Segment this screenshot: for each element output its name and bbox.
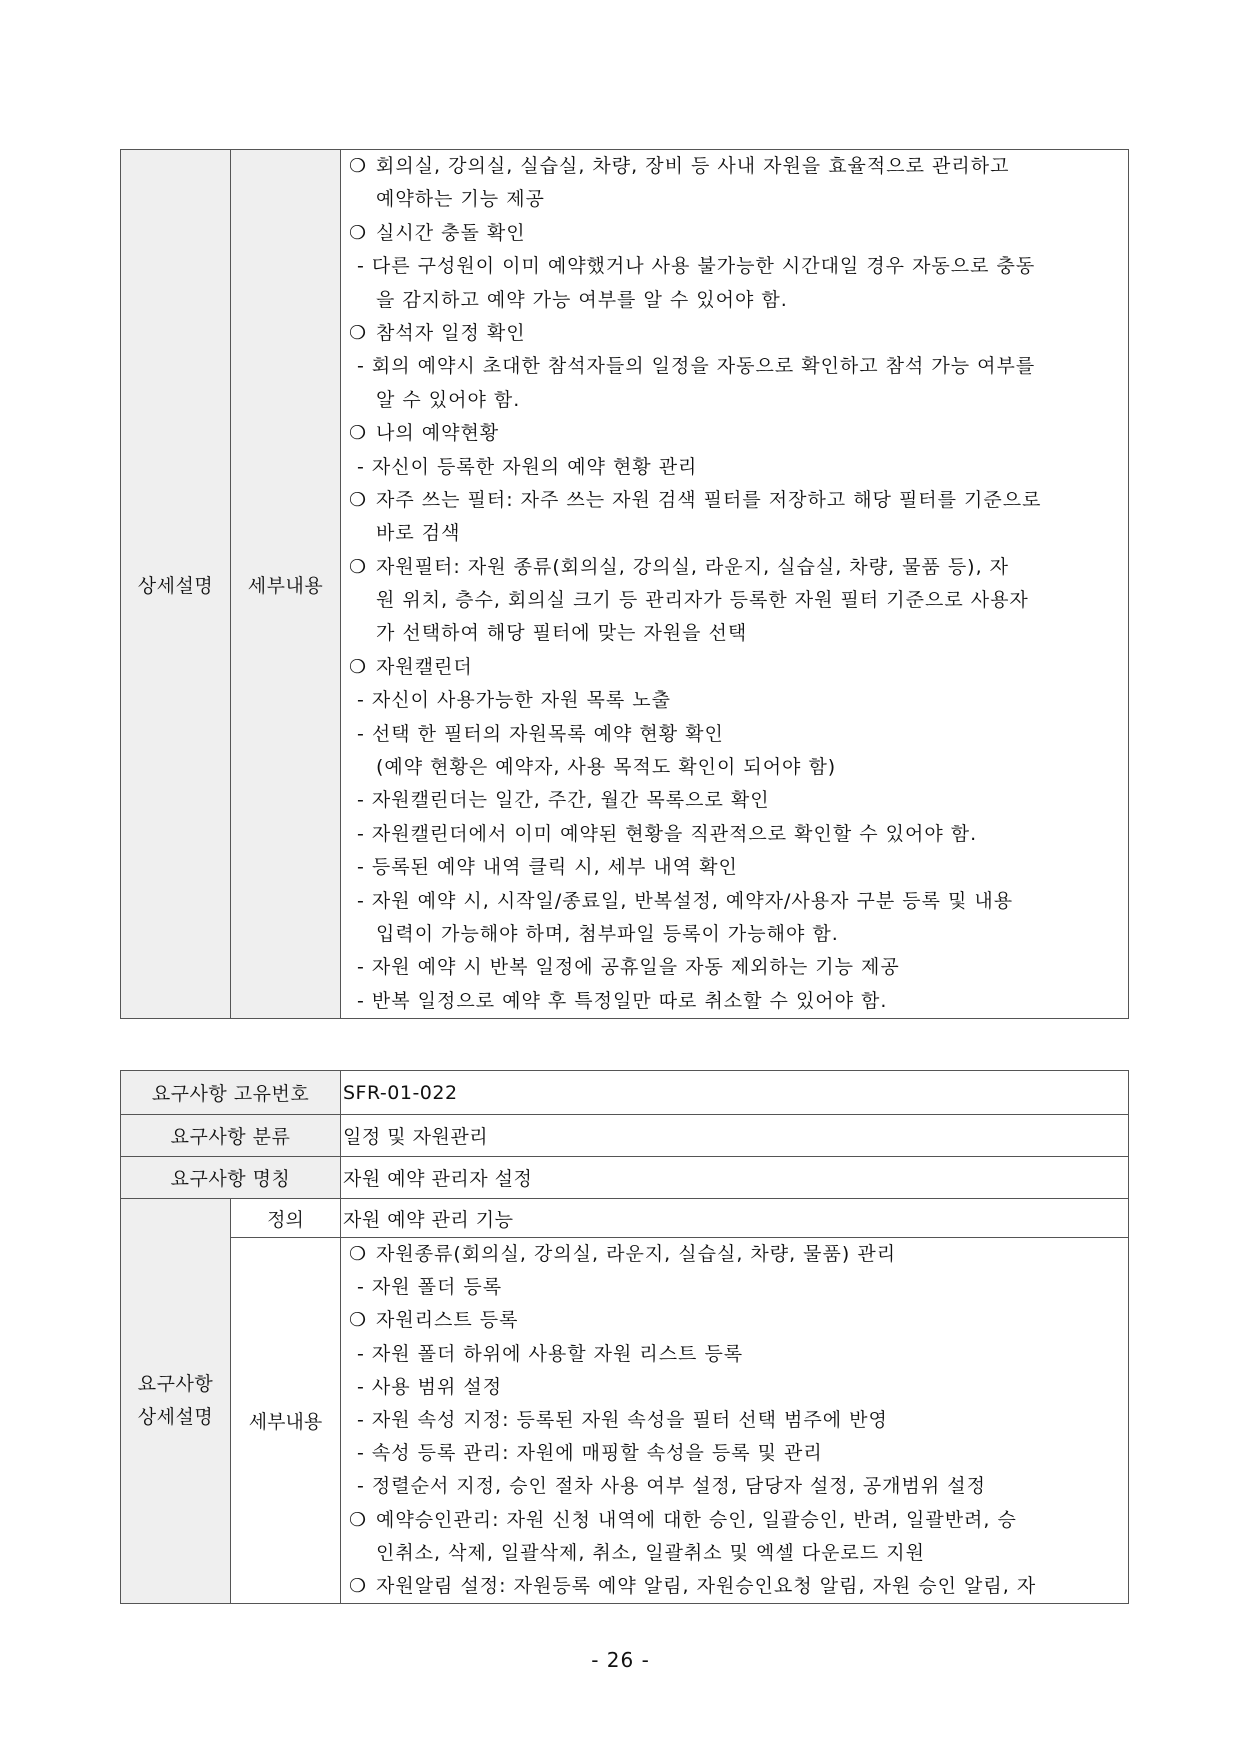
detail-content-cell	[341, 150, 1129, 1019]
line-text: 자원종류(회의실, 강의실, 라운지, 실습실, 차량, 물품) 관리	[376, 1243, 897, 1265]
line-text: (예약 현황은 예약자, 사용 목적도 확인이 되어야 함)	[376, 756, 837, 779]
dash-item	[345, 784, 1125, 817]
line-text: 자주 쓰는 필터: 자주 쓰는 자원 검색 필터를 저장하고 해당 필터를 기준으로	[376, 488, 1042, 511]
sub-content-label-2: 세부내용	[231, 1238, 341, 1604]
bullet-item	[345, 1238, 1125, 1271]
line-text: 회의실, 강의실, 실습실, 차량, 장비 등 사내 자원을 효율적으로 관리하고	[376, 155, 1010, 177]
line-text: - 자원 폴더 등록	[357, 1276, 503, 1299]
bullet-item	[345, 1570, 1125, 1603]
continuation-line	[345, 517, 1125, 550]
line-text: - 자원 속성 지정: 등록된 자원 속성을 필터 선택 범주에 반영	[357, 1408, 888, 1431]
requirement-category-value: 일정 및 자원관리	[341, 1115, 1129, 1157]
line-text: 자원알림 설정: 자원등록 예약 알림, 자원승인요청 알림, 자원 승인 알림, 자	[376, 1574, 1037, 1597]
line-text: - 속성 등록 관리: 자원에 매핑할 속성을 등록 및 관리	[357, 1442, 823, 1465]
line-text: - 다른 구성원이 이미 예약했거나 사용 불가능한 시간대일 경우 자동으로 충동	[357, 255, 1036, 278]
continuation-line	[345, 384, 1125, 417]
dash-item	[345, 1437, 1125, 1470]
line-text: - 자원 예약 시 반복 일정에 공휴일을 자동 제외하는 기능 제공	[357, 956, 900, 979]
dash-item	[345, 451, 1125, 484]
dash-item	[345, 985, 1125, 1018]
circle-bullet-icon: ❍	[349, 1309, 368, 1332]
dash-item	[345, 1338, 1125, 1371]
circle-bullet-icon: ❍	[349, 655, 368, 678]
dash-item	[345, 951, 1125, 984]
dash-item	[345, 1271, 1125, 1304]
line-text: 나의 예약현황	[376, 422, 500, 445]
requirement-table-sfr-01-022	[120, 1070, 1129, 1604]
requirement-detail-label-line2: 상세설명	[137, 1406, 214, 1429]
line-text: 인취소, 삭제, 일괄삭제, 취소, 일괄취소 및 엑셀 다운로드 지원	[376, 1541, 925, 1564]
line-text: - 등록된 예약 내역 클릭 시, 세부 내역 확인	[357, 856, 738, 879]
line-text: - 자신이 사용가능한 자원 목록 노출	[357, 689, 672, 712]
requirement-name-label: 요구사항 명칭	[121, 1157, 341, 1199]
dash-item	[345, 1404, 1125, 1437]
detail-description-label: 상세설명	[121, 150, 231, 1019]
dash-item	[345, 350, 1125, 383]
bullet-item	[345, 651, 1125, 684]
dash-item	[345, 1371, 1125, 1404]
circle-bullet-icon: ❍	[349, 422, 368, 445]
circle-bullet-icon: ❍	[349, 488, 368, 511]
definition-label: 정의	[231, 1199, 341, 1238]
requirement-name-value: 자원 예약 관리자 설정	[341, 1157, 1129, 1199]
continuation-line	[345, 1537, 1125, 1570]
line-text: 예약승인관리: 자원 신청 내역에 대한 승인, 일괄승인, 반려, 일괄반려, 승	[376, 1508, 1017, 1531]
continuation-line	[345, 751, 1125, 784]
requirement-category-label: 요구사항 분류	[121, 1115, 341, 1157]
sub-content-lines	[345, 1238, 1125, 1603]
requirement-id-label: 요구사항 고유번호	[121, 1071, 341, 1115]
dash-item	[345, 250, 1125, 283]
line-text: 바로 검색	[376, 522, 461, 545]
requirement-detail-table-continued	[120, 149, 1129, 1019]
line-text: - 정렬순서 지정, 승인 절차 사용 여부 설정, 담당자 설정, 공개범위 설정	[357, 1475, 986, 1498]
page-number: - 26 -	[591, 1648, 650, 1672]
requirement-detail-label-line1: 요구사항	[137, 1373, 214, 1396]
bullet-item	[345, 417, 1125, 450]
line-text: 참석자 일정 확인	[376, 321, 526, 344]
bullet-item	[345, 150, 1125, 183]
bullet-item	[345, 484, 1125, 517]
line-text: 원 위치, 층수, 회의실 크기 등 관리자가 등록한 자원 필터 기준으로 사용자	[376, 589, 1029, 612]
circle-bullet-icon: ❍	[349, 555, 368, 578]
circle-bullet-icon: ❍	[349, 155, 368, 177]
line-text: - 자원캘린더에서 이미 예약된 현황을 직관적으로 확인할 수 있어야 함.	[357, 822, 978, 845]
circle-bullet-icon: ❍	[349, 1508, 368, 1531]
line-text: 자원리스트 등록	[376, 1309, 519, 1332]
dash-item	[345, 684, 1125, 717]
line-text: - 선택 한 필터의 자원목록 예약 현황 확인	[357, 722, 724, 745]
dash-item	[345, 818, 1125, 851]
detail-content-lines	[345, 150, 1125, 1018]
circle-bullet-icon: ❍	[349, 221, 368, 244]
bullet-item	[345, 1504, 1125, 1537]
bullet-item	[345, 317, 1125, 350]
definition-value: 자원 예약 관리 기능	[341, 1199, 1129, 1238]
dash-item	[345, 718, 1125, 751]
continuation-line	[345, 918, 1125, 951]
sub-content-label: 세부내용	[231, 150, 341, 1019]
bullet-item	[345, 551, 1125, 584]
dash-item	[345, 885, 1125, 918]
line-text: 알 수 있어야 함.	[376, 388, 521, 411]
requirement-id-value: SFR-01-022	[341, 1071, 1129, 1115]
circle-bullet-icon: ❍	[349, 1243, 368, 1265]
line-text: 자원캘린더	[376, 655, 473, 678]
line-text: 가 선택하여 해당 필터에 맞는 자원을 선택	[376, 622, 748, 645]
bullet-item	[345, 217, 1125, 250]
line-text: 자원필터: 자원 종류(회의실, 강의실, 라운지, 실습실, 차량, 물품 등), 자	[376, 555, 1010, 578]
line-text: - 사용 범위 설정	[357, 1375, 503, 1398]
circle-bullet-icon: ❍	[349, 321, 368, 344]
bullet-item	[345, 1304, 1125, 1337]
continuation-line	[345, 284, 1125, 317]
line-text: - 자원캘린더는 일간, 주간, 월간 목록으로 확인	[357, 789, 770, 812]
line-text: - 회의 예약시 초대한 참석자들의 일정을 자동으로 확인하고 참석 가능 여부를	[357, 355, 1036, 378]
line-text: 입력이 가능해야 하며, 첨부파일 등록이 가능해야 함.	[376, 922, 839, 945]
line-text: - 자신이 등록한 자원의 예약 현황 관리	[357, 455, 698, 478]
continuation-line	[345, 183, 1125, 216]
line-text: - 반복 일정으로 예약 후 특정일만 따로 취소할 수 있어야 함.	[357, 989, 888, 1012]
circle-bullet-icon: ❍	[349, 1574, 368, 1597]
sub-content-cell	[341, 1238, 1129, 1604]
line-text: 실시간 충돌 확인	[376, 221, 526, 244]
line-text: 을 감지하고 예약 가능 여부를 알 수 있어야 함.	[376, 288, 788, 311]
dash-item	[345, 1470, 1125, 1503]
dash-item	[345, 851, 1125, 884]
requirement-detail-label	[121, 1199, 231, 1604]
line-text: 예약하는 기능 제공	[376, 188, 545, 211]
continuation-line	[345, 617, 1125, 650]
continuation-line	[345, 584, 1125, 617]
line-text: - 자원 예약 시, 시작일/종료일, 반복설정, 예약자/사용자 구분 등록 및 내용	[357, 889, 1014, 912]
line-text: - 자원 폴더 하위에 사용할 자원 리스트 등록	[357, 1342, 744, 1365]
